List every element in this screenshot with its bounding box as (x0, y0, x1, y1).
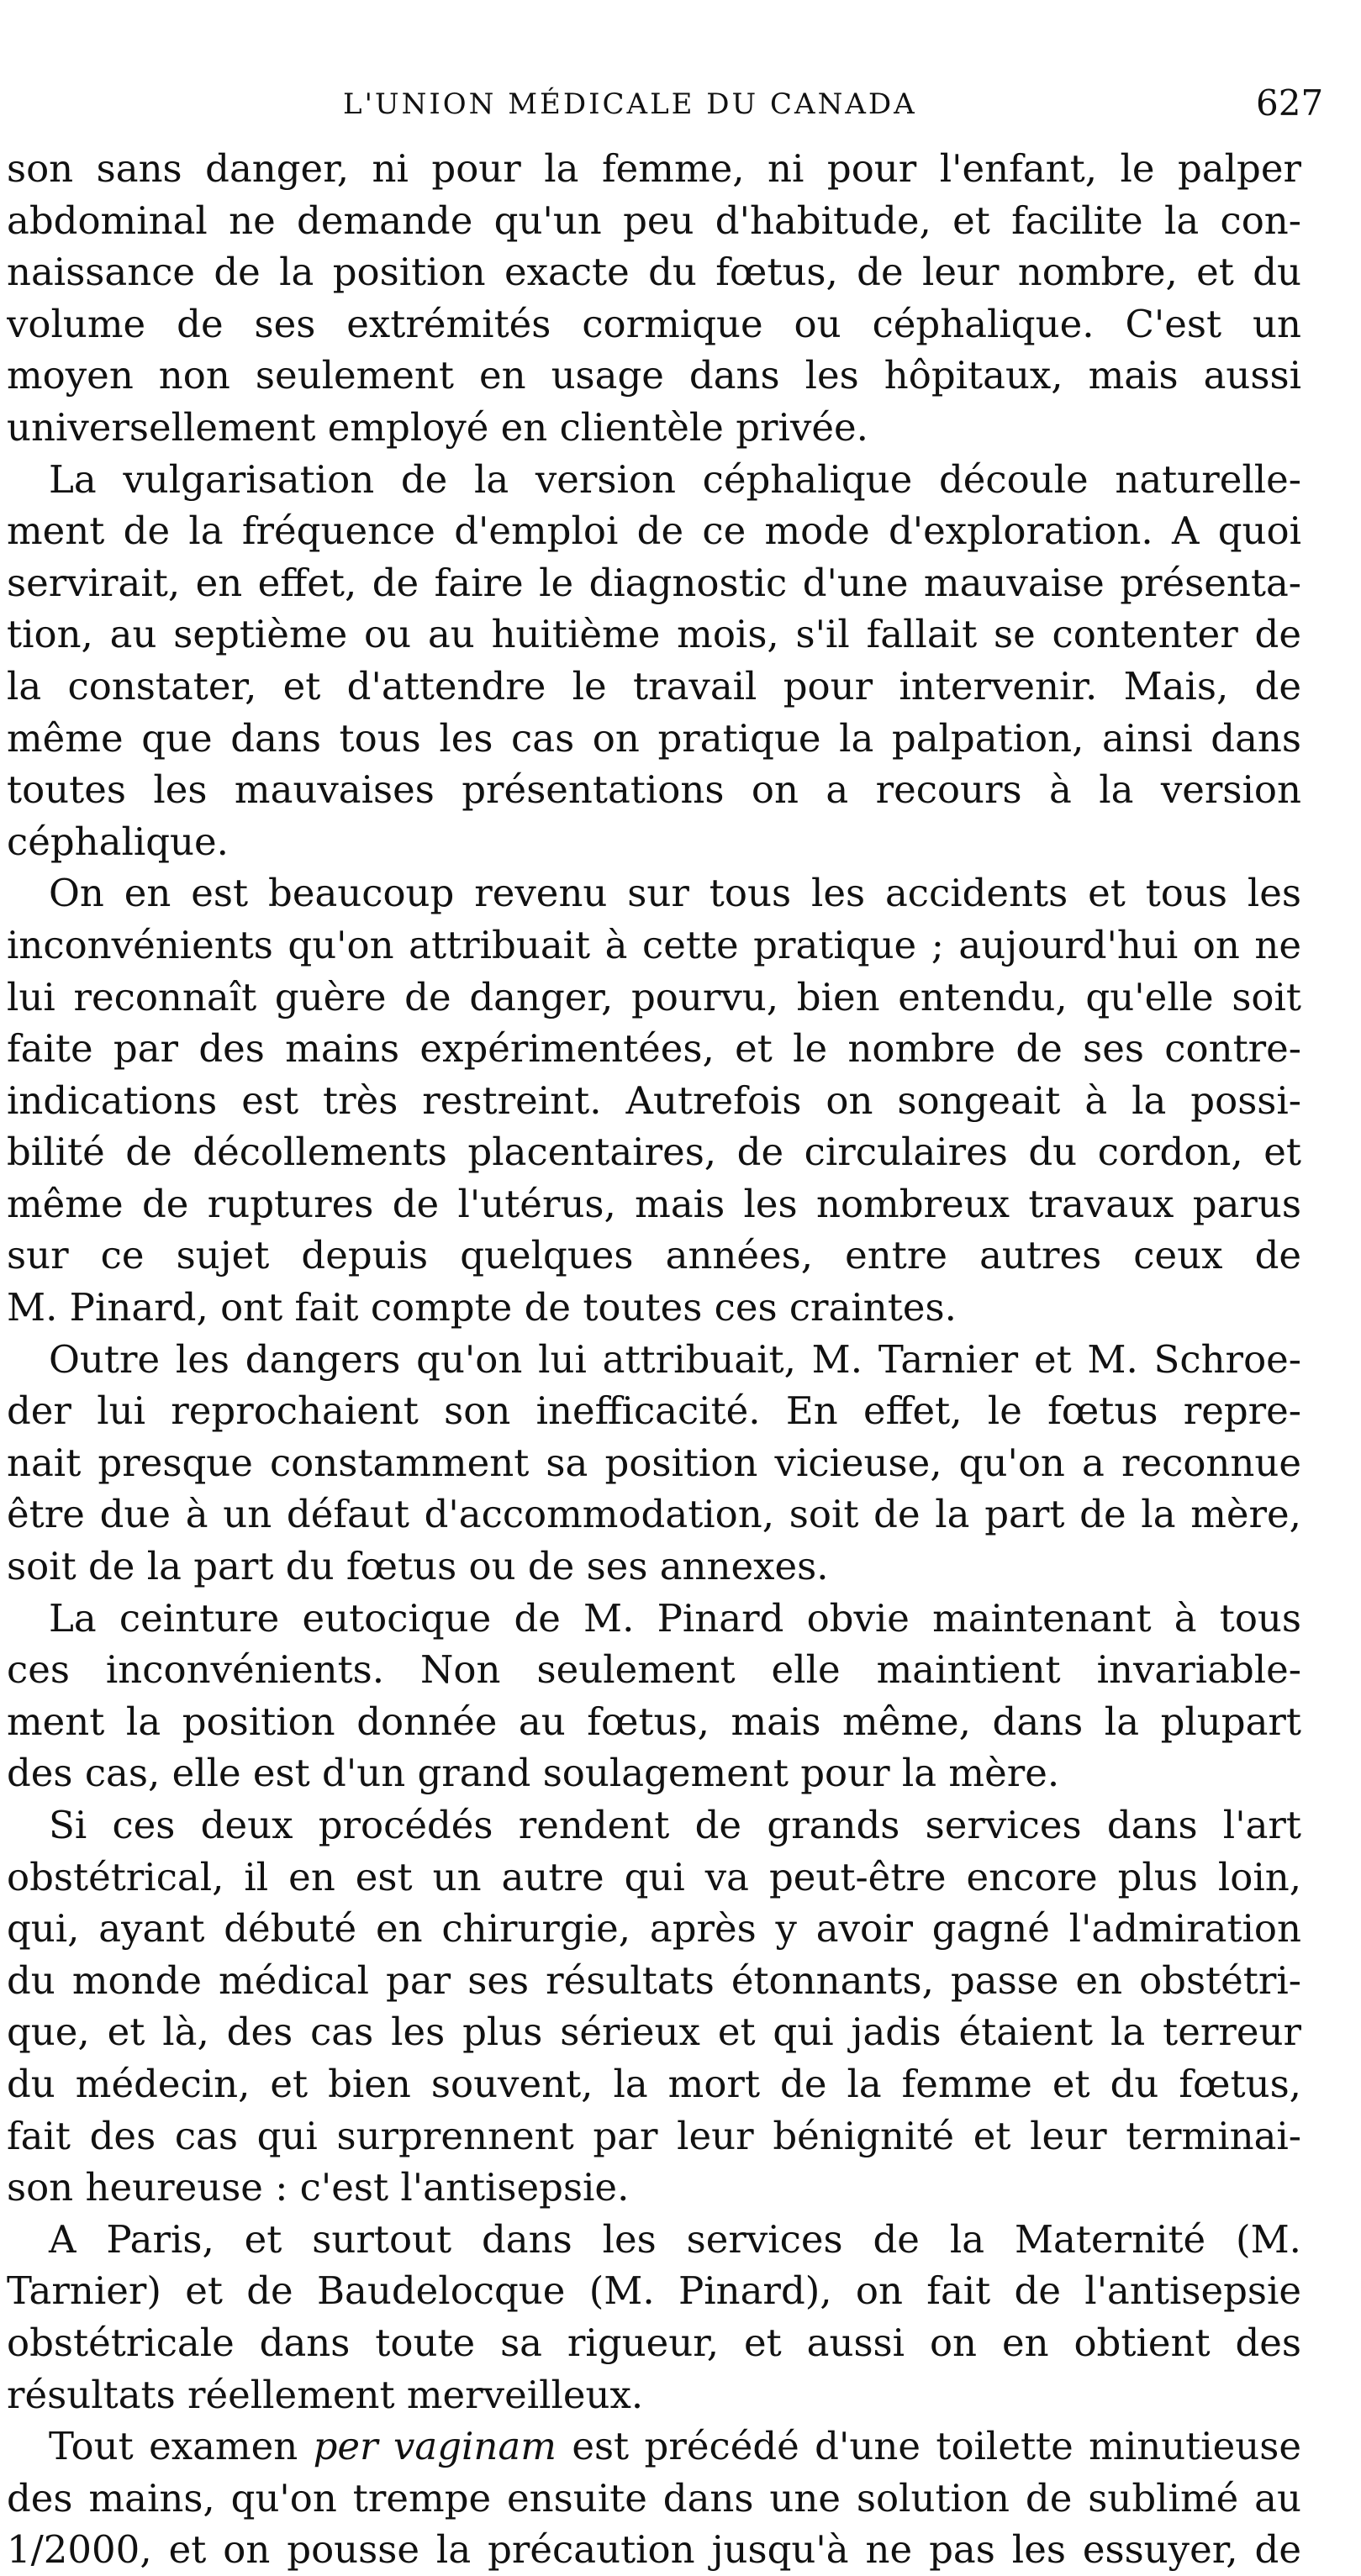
page-number: 627 (1256, 82, 1324, 124)
text-line: obstétrical, il en est un autre qui va peut-être encore plus loin, (7, 1854, 1301, 1899)
text-line: servirait, en effet, de faire le diagnostic d'une mauvaise présenta- (7, 560, 1301, 605)
text-line: ces inconvénients. Non seulement elle maintient invariable- (7, 1647, 1301, 1693)
text-line: sur ce sujet depuis quelques années, entre autres ceux de (7, 1233, 1301, 1278)
text-line: son heureuse : c'est l'antisepsie. (7, 2165, 630, 2210)
text-line: Outre les dangers qu'on lui attribuait, M. Tarnier et M. Schroe- (49, 1336, 1301, 1382)
text-line: même de ruptures de l'utérus, mais les nombreux travaux parus (7, 1181, 1301, 1226)
text-line: 1/2000, et on pousse la précaution jusqu'à ne pas les essuyer, de (7, 2527, 1301, 2573)
running-head (0, 82, 1361, 133)
text-line: même que dans tous les cas on pratique la palpation, ainsi dans (7, 715, 1301, 761)
text-line: du monde médical par ses résultats étonnants, passe en obstétri- (7, 1957, 1301, 2003)
text-line: ment de la fréquence d'emploi de ce mode d'exploration. A quoi (7, 508, 1301, 554)
text-line: universellement employé en clientèle privée. (7, 404, 868, 450)
text-line: moyen non seulement en usage dans les hôpitaux, mais aussi (7, 353, 1301, 398)
text-line: tion, au septième ou au huitième mois, s'il fallait se contenter de (7, 612, 1301, 657)
text-line: lui reconnaît guère de danger, pourvu, bien entendu, qu'elle soit (7, 974, 1301, 1019)
text-line: du médecin, et bien souvent, la mort de la femme et du fœtus, (7, 2061, 1301, 2106)
italic-phrase: per vaginam (313, 2424, 557, 2469)
text-line: Tarnier) et de Baudelocque (M. Pinard), on fait de l'antisepsie (7, 2268, 1301, 2314)
text-line: soit de la part du fœtus ou de ses annexes. (7, 1544, 829, 1589)
text-line: être due à un défaut d'accommodation, soit de la part de la mère, (7, 1492, 1301, 1537)
text-line: la constater, et d'attendre le travail pour intervenir. Mais, de (7, 663, 1301, 709)
text-line: inconvénients qu'on attribuait à cette pratique ; aujourd'hui on ne (7, 922, 1301, 967)
text-line: A Paris, et surtout dans les services de la Maternité (M. (49, 2216, 1301, 2262)
text-line: qui, ayant débuté en chirurgie, après y avoir gagné l'admiration (7, 1906, 1301, 1952)
text-line: des cas, elle est d'un grand soulagement pour la mère. (7, 1751, 1060, 1796)
text-line: obstétricale dans toute sa rigueur, et aussi on en obtient des (7, 2320, 1301, 2365)
text-line: des mains, qu'on trempe ensuite dans une solution de sublimé au (7, 2475, 1301, 2521)
journal-title: L'UNION MÉDICALE DU CANADA (343, 87, 917, 121)
text-line: bilité de décollements placentaires, de circulaires du cordon, et (7, 1130, 1301, 1175)
text-line: son sans danger, ni pour la femme, ni pour l'enfant, le palper (7, 146, 1301, 191)
text-line: faite par des mains expérimentées, et le nombre de ses contre- (7, 1026, 1301, 1072)
text-line (7, 2421, 1301, 2473)
text-line: résultats réellement merveilleux. (7, 2372, 644, 2417)
text-line: M. Pinard, ont fait compte de toutes ces craintes. (7, 1285, 957, 1330)
text-line: que, et là, des cas les plus sérieux et qui jadis étaient la terreur (7, 2010, 1301, 2055)
text-line: volume de ses extrémités cormique ou céphalique. C'est un (7, 301, 1301, 346)
text-line: toutes les mauvaises présentations on a recours à la version (7, 767, 1301, 813)
text-line: nait presque constamment sa position vicieuse, qu'on a reconnue (7, 1440, 1301, 1485)
text-line: naissance de la position exacte du fœtus, de leur nombre, et du (7, 250, 1301, 295)
body-text (7, 143, 1301, 2576)
text-line: Si ces deux procédés rendent de grands services dans l'art (49, 1803, 1301, 1847)
text-line: La vulgarisation de la version céphalique découle naturelle- (49, 456, 1301, 502)
text-line: fait des cas qui surprennent par leur bénignité et leur terminai- (7, 2113, 1301, 2158)
text-segment: est précédé d'une toilette minutieuse (556, 2424, 1301, 2469)
text-line: On en est beaucoup revenu sur tous les accidents et tous les (49, 871, 1301, 916)
text-line: La ceinture eutocique de M. Pinard obvie maintenant à tous (49, 1595, 1301, 1641)
text-line: ment la position donnée au fœtus, mais même, dans la plupart (7, 1699, 1301, 1744)
text-line: der lui reprochaient son inefficacité. En effet, le fœtus repre- (7, 1388, 1301, 1434)
text-line: abdominal ne demande qu'un peu d'habitude, et facilite la con- (7, 198, 1301, 243)
text-line: céphalique. (7, 819, 229, 864)
text-line: indications est très restreint. Autrefois on songeait à la possi- (7, 1077, 1301, 1123)
text-segment: Tout examen (49, 2424, 314, 2469)
